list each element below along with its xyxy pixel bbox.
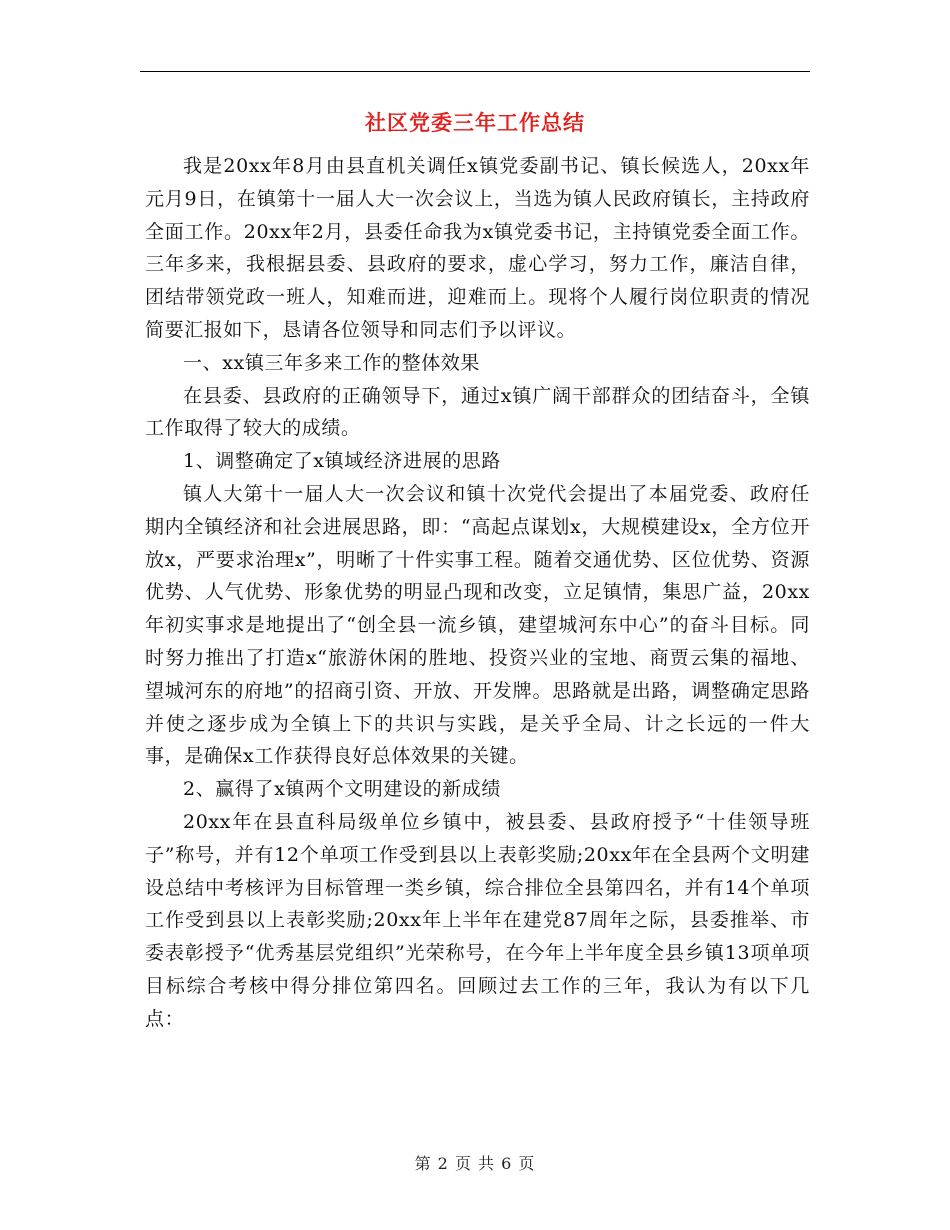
document-title: 社区党委三年工作总结 [365, 111, 585, 135]
header-rule [140, 71, 810, 72]
section-heading-overall-effect: 一、xx镇三年多来工作的整体效果 [183, 351, 481, 374]
page-number-footer: 第 2 页 共 6 页 [414, 1154, 536, 1173]
paragraph-development-approach: 镇人大第十一届人大一次会议和镇十次党代会提出了本届党委、政府任期内全镇经济和社会进展思路，即：“高起点谋划x，大规模建设x，全方位开放x，严要求治理x”，明晰了十件实事工程。随着交通优势、区位优势、资源优势、人气优势、形象优势的明显凸现和改变，立足镇情，集思广益，20xx年初实事求是地提出了“创全县一流乡镇，建望城河东中心”的奋斗目标。同时努力推出了打造x“旅游休闲的胜地、投资兴业的宝地、商贾云集的福地、望城河东的府地”的招商引资、开放、开发牌。思路就是出路，调整确定思路并使之逐步成为全镇上下的共识与实践，是关乎全局、计之长远的一件大事，是确保x工作获得良好总体效果的关键。 [145, 482, 810, 768]
paragraph-new-achievements: 20xx年在县直科局级单位乡镇中，被县委、县政府授予“十佳领导班子”称号，并有12个单项工作受到县以上表彰奖励;20xx年在全县两个文明建设总结中考核评为目标管理一类乡镇，综合排位全县第四名，并有14个单项工作受到县以上表彰奖励;20xx年上半年在建党87周年之际，县委推举、市委表彰授予“优秀基层党组织”光荣称号，在今年上半年度全县乡镇13项单项目标综合考核中得分排位第四名。回顾过去工作的三年，我认为有以下几点： [145, 810, 810, 1030]
subheading-development-approach: 1、调整确定了x镇域经济进展的思路 [183, 450, 502, 473]
paragraph-overall-effect: 在县委、县政府的正确领导下，通过x镇广阔干部群众的团结奋斗，全镇工作取得了较大的成绩。 [145, 384, 810, 440]
document-body [145, 150, 810, 1036]
subheading-new-achievements: 2、赢得了x镇两个文明建设的新成绩 [183, 778, 502, 801]
paragraph-intro: 我是20xx年8月由县直机关调任x镇党委副书记、镇长候选人，20xx年元月9日，在镇第十一届人大一次会议上，当选为镇人民政府镇长，主持政府全面工作。20xx年2月，县委任命我为x镇党委书记，主持镇党委全面工作。三年多来，我根据县委、县政府的要求，虚心学习，努力工作，廉洁自律，团结带领党政一班人，知难而进，迎难而上。现将个人履行岗位职责的情况简要汇报如下，恳请各位领导和同志们予以评议。 [145, 155, 810, 341]
